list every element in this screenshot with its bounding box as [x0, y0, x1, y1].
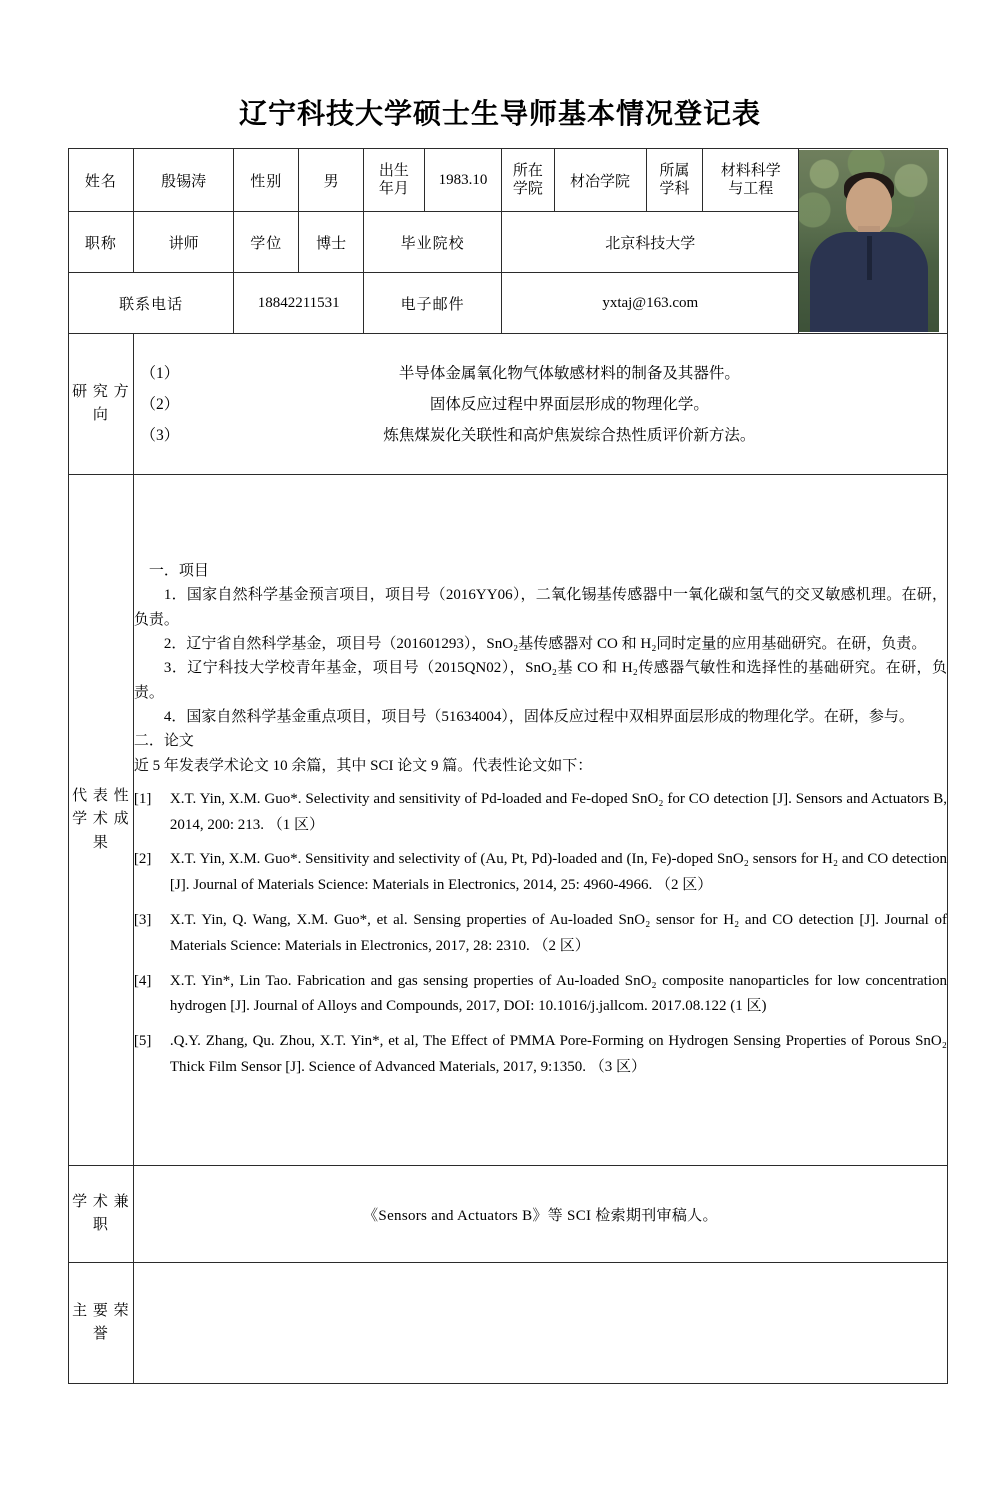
label-degree: 学位: [234, 212, 299, 273]
research-item: [134, 420, 947, 451]
papers-heading: 二．论文: [133, 733, 194, 750]
value-title: 讲师: [133, 212, 233, 273]
label-college-line2: 学院: [512, 181, 543, 197]
label-honors: 主 要 荣 誉: [69, 1263, 134, 1384]
reference-text: X.T. Yin, Q. Wang, X.M. Guo*, et al. Sensing properties of Au-loaded SnO₂ sensor for H₂ and CO detection [J]. Journal of Materials Science: Materials in Electronics, 2017, 28: 2310. （2 区）: [169, 912, 947, 954]
reference-item: [134, 847, 947, 899]
reference-item: [134, 908, 947, 960]
project-item: 1．国家自然科学基金预言项目，项目号（2016YY06），二氧化锡基传感器中一氧化碳和氢气的交叉敏感机理。在研，负责。: [133, 587, 947, 628]
research-item: [134, 358, 947, 389]
project-item: 3．辽宁科技大学校青年基金，项目号（2015QN02），SnO₂基 CO 和 H₂传感器气敏性和选择性的基础研究。在研，负责。: [133, 660, 947, 701]
research-item-text: 炼焦煤炭化关联性和高炉焦炭综合热性质评价新方法。: [383, 426, 756, 444]
research-item-number: （2）: [140, 395, 180, 413]
research-item-number: （1）: [140, 364, 180, 382]
reference-item: [134, 787, 947, 839]
papers-summary: 近 5 年发表学术论文 10 余篇，其中 SCI 论文 9 篇。代表性论文如下：: [133, 757, 593, 774]
research-item-text: 半导体金属氧化物气体敏感材料的制备及其器件。: [398, 364, 740, 382]
value-birth: 1983.10: [424, 149, 501, 212]
reference-number: [3]: [133, 912, 152, 929]
reference-item: [134, 1029, 947, 1081]
value-discipline-line2: 与工程: [728, 181, 774, 197]
research-item: [134, 389, 947, 420]
part-time-content: 《Sensors and Actuators B》等 SCI 检索期刊审稿人。: [133, 1166, 947, 1263]
label-birth-line2: 年月: [378, 181, 409, 197]
label-name: 姓名: [69, 149, 134, 212]
project-item: 4．国家自然科学基金重点项目，项目号（51634004），固体反应过程中双相界面层形成的物理化学。在研，参与。: [163, 708, 914, 725]
project-item: 2．辽宁省自然科学基金，项目号（201601293），SnO₂基传感器对 CO 和 H₂同时定量的应用基础研究。在研，负责。: [163, 636, 927, 653]
reference-text: X.T. Yin, X.M. Guo*. Selectivity and sensitivity of Pd-loaded and Fe-doped SnO₂ for CO detection [J]. Sensors and Actuators B, 2014, 200: 213. （1 区）: [169, 790, 947, 833]
label-gender: 性别: [234, 149, 299, 212]
label-part-time: 学 术 兼 职: [69, 1166, 134, 1263]
mentor-info-table: [68, 148, 948, 1384]
value-college: 材冶学院: [554, 149, 646, 212]
reference-number: [5]: [133, 1033, 152, 1050]
label-email: 电子邮件: [364, 273, 502, 334]
label-discipline: [646, 149, 703, 212]
table-row-part-time: [69, 1166, 948, 1263]
label-birth: [364, 149, 425, 212]
reference-item: [134, 969, 947, 1021]
projects-heading: 一．项目: [148, 563, 209, 580]
reference-text: .Q.Y. Zhang, Qu. Zhou, X.T. Yin*, et al, The Effect of PMMA Pore-Forming on Hydrogen Sensing Properties of Porous SnO₂ Thick Film Sensor [J]. Science of Advanced Materials, 2017, 9:1350. （3 区）: [169, 1033, 947, 1076]
table-row-basic: [69, 149, 948, 212]
photo-shirt-placket: [867, 236, 872, 280]
value-degree: 博士: [299, 212, 364, 273]
page-title: 辽宁科技大学硕士生导师基本情况登记表: [238, 99, 761, 130]
label-discipline-line2: 学科: [659, 181, 690, 197]
table-row-achievements: [69, 475, 948, 1166]
label-discipline-line1: 所属: [659, 163, 690, 179]
label-title: 职称: [69, 212, 134, 273]
reference-number: [1]: [133, 790, 152, 807]
reference-number: [2]: [133, 851, 152, 868]
research-item-text: 固体反应过程中界面层形成的物理化学。: [429, 395, 709, 413]
label-research-direction: 研 究 方 向: [69, 334, 134, 475]
value-email: yxtaj@163.com: [502, 273, 799, 334]
research-direction-content: [133, 334, 947, 475]
label-academic-achievements: 代 表 性 学 术 成 果: [69, 475, 134, 1166]
value-school: 北京科技大学: [502, 212, 799, 273]
mentor-photo: [799, 150, 939, 332]
label-school: 毕业院校: [364, 212, 502, 273]
reference-text: X.T. Yin*, Lin Tao. Fabrication and gas sensing properties of Au-loaded SnO₂ composite nanoparticles for low concentration hydrogen [J]. Journal of Alloys and Compounds, 2017, DOI: 10.1016/j.jallcom. 2017.08.122 (1 区): [169, 972, 947, 1015]
label-college: [502, 149, 554, 212]
label-college-line1: 所在: [512, 163, 543, 179]
value-gender: 男: [299, 149, 364, 212]
achievements-projects: [134, 559, 947, 778]
mentor-photo-cell: [799, 149, 948, 334]
research-item-number: （3）: [140, 426, 180, 444]
reference-number: [4]: [133, 972, 152, 989]
table-row-honors: [69, 1263, 948, 1384]
table-row-research: [69, 334, 948, 475]
value-name: 殷锡涛: [133, 149, 233, 212]
label-birth-line1: 出生: [378, 163, 409, 179]
reference-text: X.T. Yin, X.M. Guo*. Sensitivity and selectivity of (Au, Pt, Pd)-loaded and (In, Fe)-doped SnO₂ sensors for H₂ and CO detection [J]. Journal of Materials Science: Materials in Electronics, 2014, 25: 4960-4966. （2 区）: [169, 851, 947, 894]
label-phone: 联系电话: [69, 273, 234, 334]
value-discipline-line1: 材料科学: [720, 163, 781, 179]
value-phone: 18842211531: [234, 273, 364, 334]
value-discipline: [703, 149, 799, 212]
honors-content: [133, 1263, 947, 1384]
achievements-content: [133, 475, 947, 1166]
